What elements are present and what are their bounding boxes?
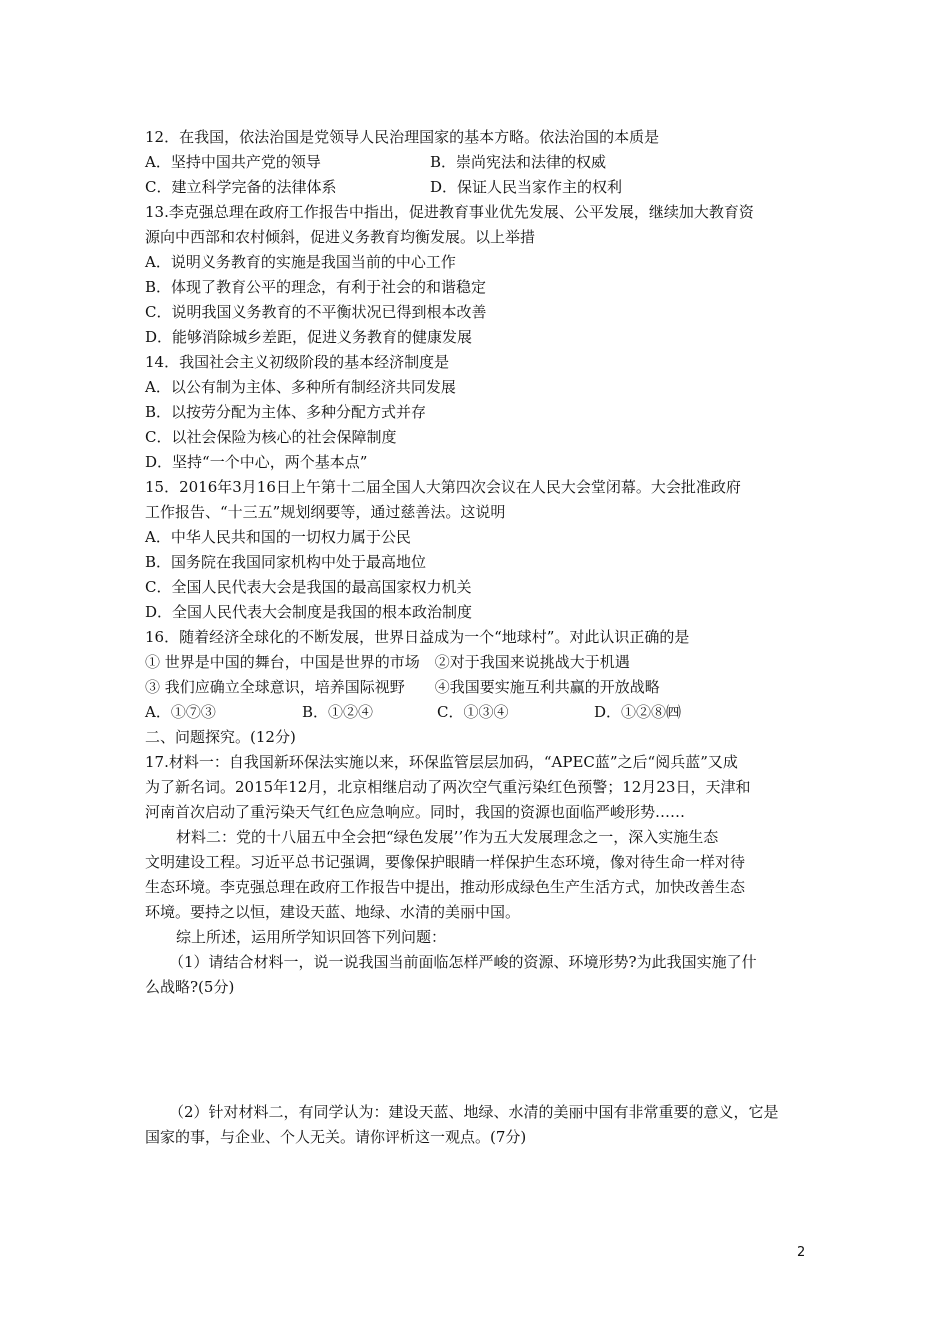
q14-option-a: A．以公有制为主体、多种所有制经济共同发展 [145,378,456,396]
q14-option-d: D．坚持“一个中心，两个基本点” [145,453,368,471]
page-number: 2 [797,1245,806,1260]
q15-stem-line2: 工作报告、“十三五”规划纲要等，通过慈善法。这说明 [145,503,506,521]
q12-option-c: C．建立科学完备的法律体系 [145,178,337,196]
q17-material1-line3: 河南首次启动了重污染天气红色应急响应。同时，我国的资源也面临严峻形势…… [145,803,686,821]
q15-option-b: B．国务院在我国同家机构中处于最高地位 [145,553,427,571]
q16-statements-1-2: ① 世界是中国的舞台，中国是世界的市场 ②对于我国来说挑战大于机遇 [145,653,630,671]
q12-option-b: B．崇尚宪法和法律的权威 [430,153,607,171]
q13-option-b: B．体现了教育公平的理念，有利于社会的和谐稳定 [145,278,487,296]
q16-option-c: C．①③④ [437,703,509,721]
q15-option-d: D．全国人民代表大会制度是我国的根本政治制度 [145,603,473,621]
q17-material1-line1: 17.材料一：自我国新环保法实施以来，环保监管层层加码，“APEC蓝”之后“阅兵蓝”又成 [145,753,738,771]
q12-option-d: D．保证人民当家作主的权利 [430,178,623,196]
q17-material2-line3: 生态环境。李克强总理在政府工作报告中提出，推动形成绿色生产生活方式，加快改善生态 [145,878,746,896]
q12-stem: 12．在我国，依法治国是党领导人民治理国家的基本方略。依法治国的本质是 [145,128,660,146]
q15-stem-line1: 15．2016年3月16日上午第十二届全国人大第四次会议在人民大会堂闭幕。大会批准政府 [145,478,741,496]
q13-stem-line2: 源向中西部和农村倾斜，促进义务教育均衡发展。以上举措 [145,228,536,246]
q14-option-c: C．以社会保险为核心的社会保障制度 [145,428,397,446]
q17-part1-line2: 么战略?(5分) [145,978,235,996]
q16-stem: 16．随着经济全球化的不断发展，世界日益成为一个“地球村”。对此认识正确的是 [145,628,690,646]
q17-material2-line4: 环境。要持之以恒，建设天蓝、地绿、水清的美丽中国。 [145,903,521,921]
q15-option-c: C．全国人民代表大会是我国的最高国家权力机关 [145,578,472,596]
q13-option-d: D．能够消除城乡差距，促进义务教育的健康发展 [145,328,473,346]
q16-option-d: D．①②⑧㈣ [594,703,682,721]
q12-option-a: A．坚持中国共产党的领导 [145,153,321,171]
q15-option-a: A．中华人民共和国的一切权力属于公民 [145,528,411,546]
q13-option-c: C．说明我国义务教育的不平衡状况已得到根本改善 [145,303,487,321]
q17-summary: 综上所述，运用所学知识回答下列问题： [176,928,447,946]
q13-stem-line1: 13.李克强总理在政府工作报告中指出，促进教育事业优先发展、公平发展，继续加大教育资 [145,203,754,221]
q14-option-b: B．以按劳分配为主体、多种分配方式并存 [145,403,427,421]
q17-part2-line2: 国家的事，与企业、个人无关。请你评析这一观点。(7分) [145,1128,527,1146]
q17-material2-line2: 文明建设工程。习近平总书记强调，要像保护眼睛一样保护生态环境，像对待生命一样对待 [145,853,746,871]
q16-statements-3-4: ③ 我们应确立全球意识，培养国际视野 ④我国要实施互利共赢的开放战略 [145,678,660,696]
q13-option-a: A．说明义务教育的实施是我国当前的中心工作 [145,253,456,271]
q17-part1-line1: （1）请结合材料一，说一说我国当前面临怎样严峻的资源、环境形势?为此我国实施了什 [169,953,757,971]
q14-stem: 14．我国社会主义初级阶段的基本经济制度是 [145,353,450,371]
section-2-heading: 二、问题探究。(12分) [145,728,296,746]
q17-part2-line1: （2）针对材料二，有同学认为：建设天蓝、地绿、水清的美丽中国有非常重要的意义，它是 [169,1103,779,1121]
q16-option-a: A．①⑦③ [145,703,216,721]
q17-material2-line1: 材料二：党的十八届五中全会把“绿色发展’’作为五大发展理念之一，深入实施生态 [176,828,719,846]
q17-material1-line2: 为了新名词。2015年12月，北京相继启动了两次空气重污染红色预警；12月23日，天津和 [145,778,751,796]
q16-option-b: B．①②④ [302,703,374,721]
